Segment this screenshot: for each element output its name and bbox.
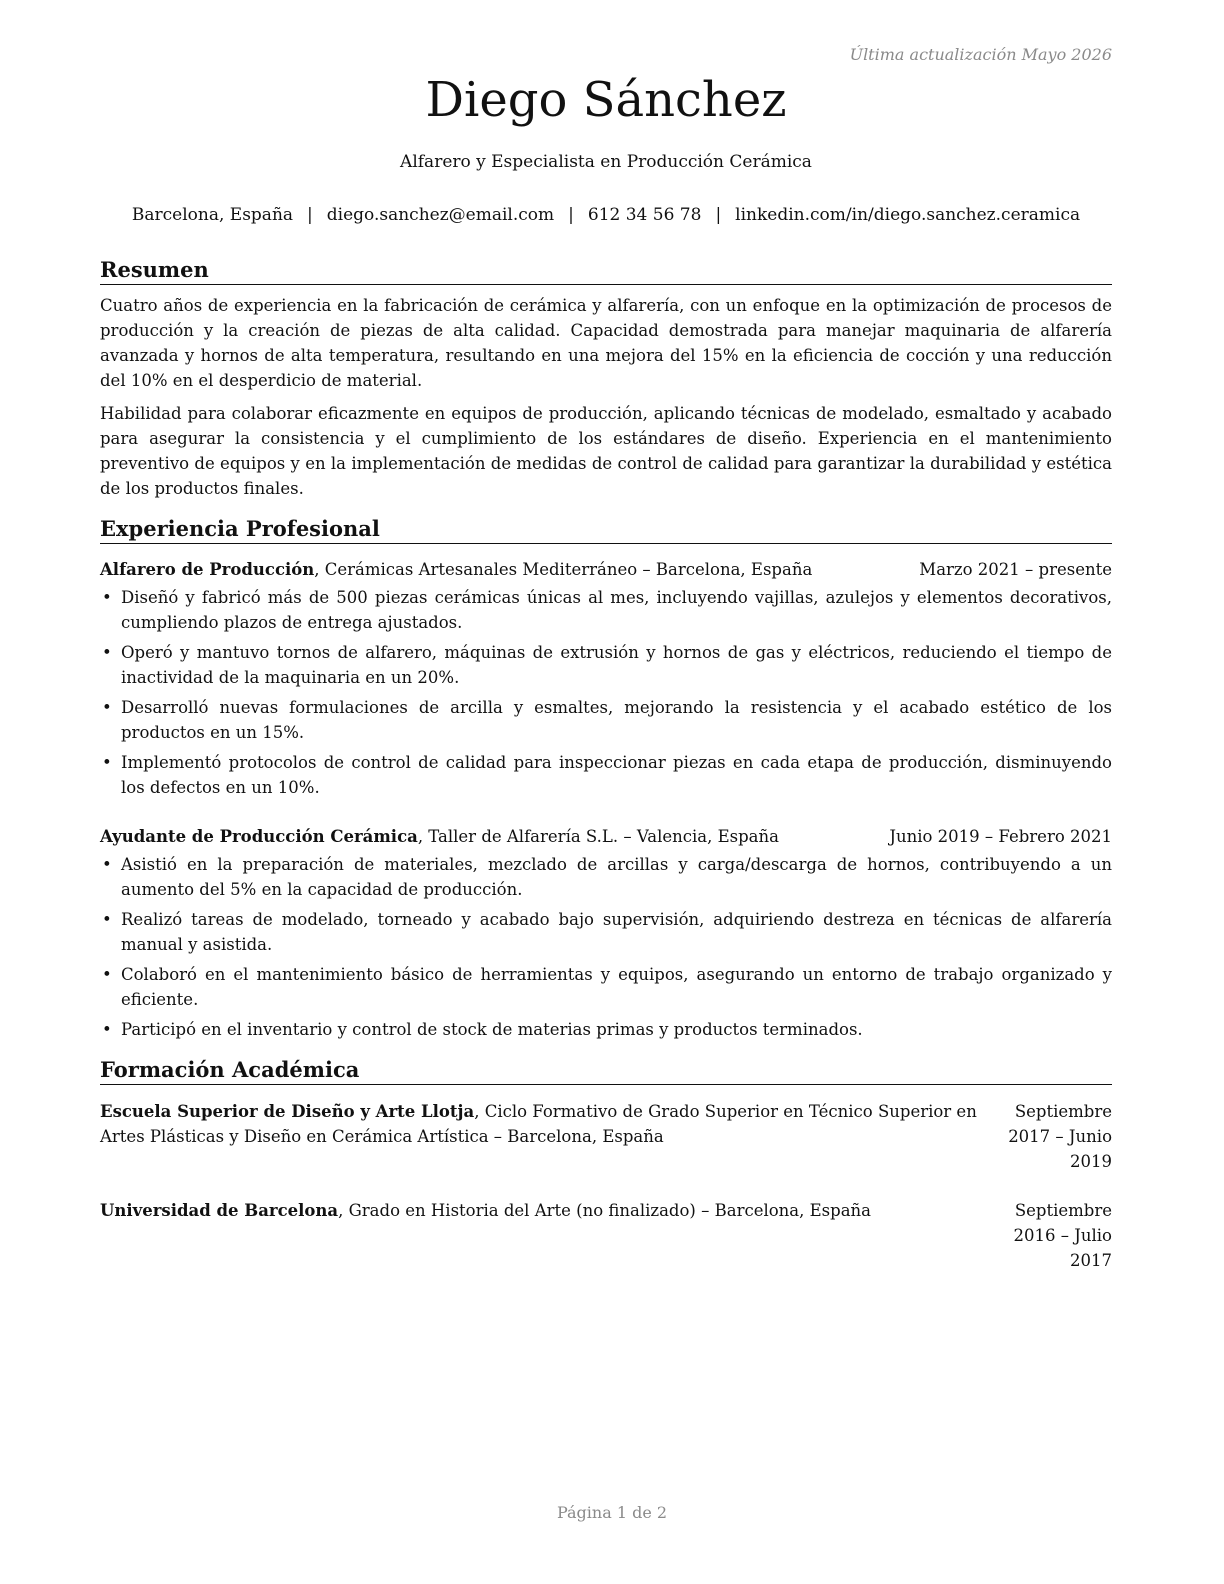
contact-separator: | [568, 205, 574, 225]
section-title-education: Formación Académica [100, 1056, 1112, 1085]
job-dates: Marzo 2021 – presente [919, 560, 1112, 579]
bullet-icon: • [102, 965, 112, 984]
job-company: , Cerámicas Artesanales Mediterráneo – Barcelona, España [314, 560, 813, 579]
education-detail: , Ciclo Formativo de Grado Superior en Técnico Superior en Artes Plásticas y Diseño en Cerámica Artística – Barcelona, España [100, 1102, 977, 1146]
section-title-experience: Experiencia Profesional [100, 515, 1112, 544]
resume-page [100, 40, 1112, 1273]
education-school: Universidad de Barcelona [100, 1201, 339, 1220]
section-title-summary: Resumen [100, 256, 1112, 285]
contact-line [100, 203, 1112, 228]
bullet-text: Implementó protocolos de control de calidad para inspeccionar piezas en cada etapa de producción, disminuyendo los defectos en un 10%. [121, 753, 1112, 797]
contact-linkedin[interactable]: linkedin.com/in/diego.sanchez.ceramica [735, 205, 1081, 225]
list-item [100, 907, 1112, 957]
job-bullets [100, 585, 1112, 800]
contact-email[interactable]: diego.sanchez@email.com [326, 205, 555, 225]
list-item [100, 962, 1112, 1012]
job-role: Ayudante de Producción Cerámica [100, 827, 418, 846]
job-company: , Taller de Alfarería S.L. – Valencia, España [417, 827, 779, 846]
education-dates: Septiembre 2017 – Junio 2019 [1008, 1102, 1112, 1171]
list-item [100, 585, 1112, 635]
list-item [100, 750, 1112, 800]
bullet-text: Operó y mantuvo tornos de alfarero, máquinas de extrusión y hornos de gas y eléctricos, reduciendo el tiempo de inactividad de la maquinaria en un 20%. [121, 643, 1112, 687]
last-updated: Última actualización Mayo 2026 [849, 45, 1112, 64]
bullet-text: Desarrolló nuevas formulaciones de arcilla y esmaltes, mejorando la resistencia y el acabado estético de los productos en un 15%. [121, 698, 1112, 742]
bullet-text: Participó en el inventario y control de stock de materias primas y productos terminados. [121, 1020, 863, 1039]
contact-location: Barcelona, España [131, 205, 294, 225]
job-bullets [100, 852, 1112, 1042]
bullet-icon: • [102, 698, 112, 717]
education-detail: , Grado en Historia del Arte (no finalizado) – Barcelona, España [338, 1201, 871, 1220]
bullet-text: Asistió en la preparación de materiales, mezclado de arcillas y carga/descarga de hornos, contribuyendo a un aumento del 5% en la capacidad de producción. [121, 855, 1112, 899]
list-item [100, 695, 1112, 745]
education-entry [100, 1099, 1112, 1174]
contact-phone: 612 34 56 78 [587, 205, 702, 225]
bullet-icon: • [102, 753, 112, 772]
education-school: Escuela Superior de Diseño y Arte Llotja [100, 1102, 475, 1121]
job-entry [100, 557, 1112, 800]
contact-separator: | [307, 205, 313, 225]
job-header [100, 824, 1112, 849]
candidate-name: Diego Sánchez [425, 72, 787, 128]
summary-paragraph: Habilidad para colaborar eficazmente en equipos de producción, aplicando técnicas de modelado, esmaltado y acabado para asegurar la consistencia y el cumplimiento de los estándares de diseño. Experiencia en el mantenimiento preventivo de equipos y en la implementación de medidas de control de calidad para garantizar la durabilidad y estética de los productos finales. [100, 404, 1112, 498]
job-role: Alfarero de Producción [100, 560, 315, 579]
bullet-icon: • [102, 588, 112, 607]
list-item [100, 640, 1112, 690]
bullet-text: Realizó tareas de modelado, torneado y acabado bajo supervisión, adquiriendo destreza en técnicas de alfarería manual y asistida. [121, 910, 1112, 954]
education-dates: Septiembre 2016 – Julio 2017 [1013, 1201, 1112, 1270]
bullet-icon: • [102, 910, 112, 929]
candidate-title: Alfarero y Especialista en Producción Cerámica [400, 152, 812, 172]
bullet-text: Diseñó y fabricó más de 500 piezas cerámicas únicas al mes, incluyendo vajillas, azulejos y elementos decorativos, cumpliendo plazos de entrega ajustados. [121, 588, 1112, 632]
contact-separator: | [715, 205, 722, 225]
education-entry [100, 1198, 1112, 1273]
list-item [100, 852, 1112, 902]
list-item [100, 1017, 1112, 1042]
job-entry [100, 824, 1112, 1042]
bullet-icon: • [102, 855, 112, 874]
summary-paragraph: Cuatro años de experiencia en la fabricación de cerámica y alfarería, con un enfoque en la optimización de procesos de producción y la creación de piezas de alta calidad. Capacidad demostrada para manejar maquinaria de alfarería avanzada y hornos de alta temperatura, resultando en una mejora del 15% en la eficiencia de cocción y una reducción del 10% en el desperdicio de material. [100, 296, 1112, 390]
bullet-icon: • [102, 1020, 112, 1039]
bullet-icon: • [102, 643, 112, 662]
job-dates: Junio 2019 – Febrero 2021 [889, 827, 1112, 846]
page-number: Página 1 de 2 [556, 1503, 668, 1522]
bullet-text: Colaboró en el mantenimiento básico de herramientas y equipos, asegurando un entorno de trabajo organizado y eficiente. [121, 965, 1112, 1009]
job-header [100, 557, 1112, 582]
